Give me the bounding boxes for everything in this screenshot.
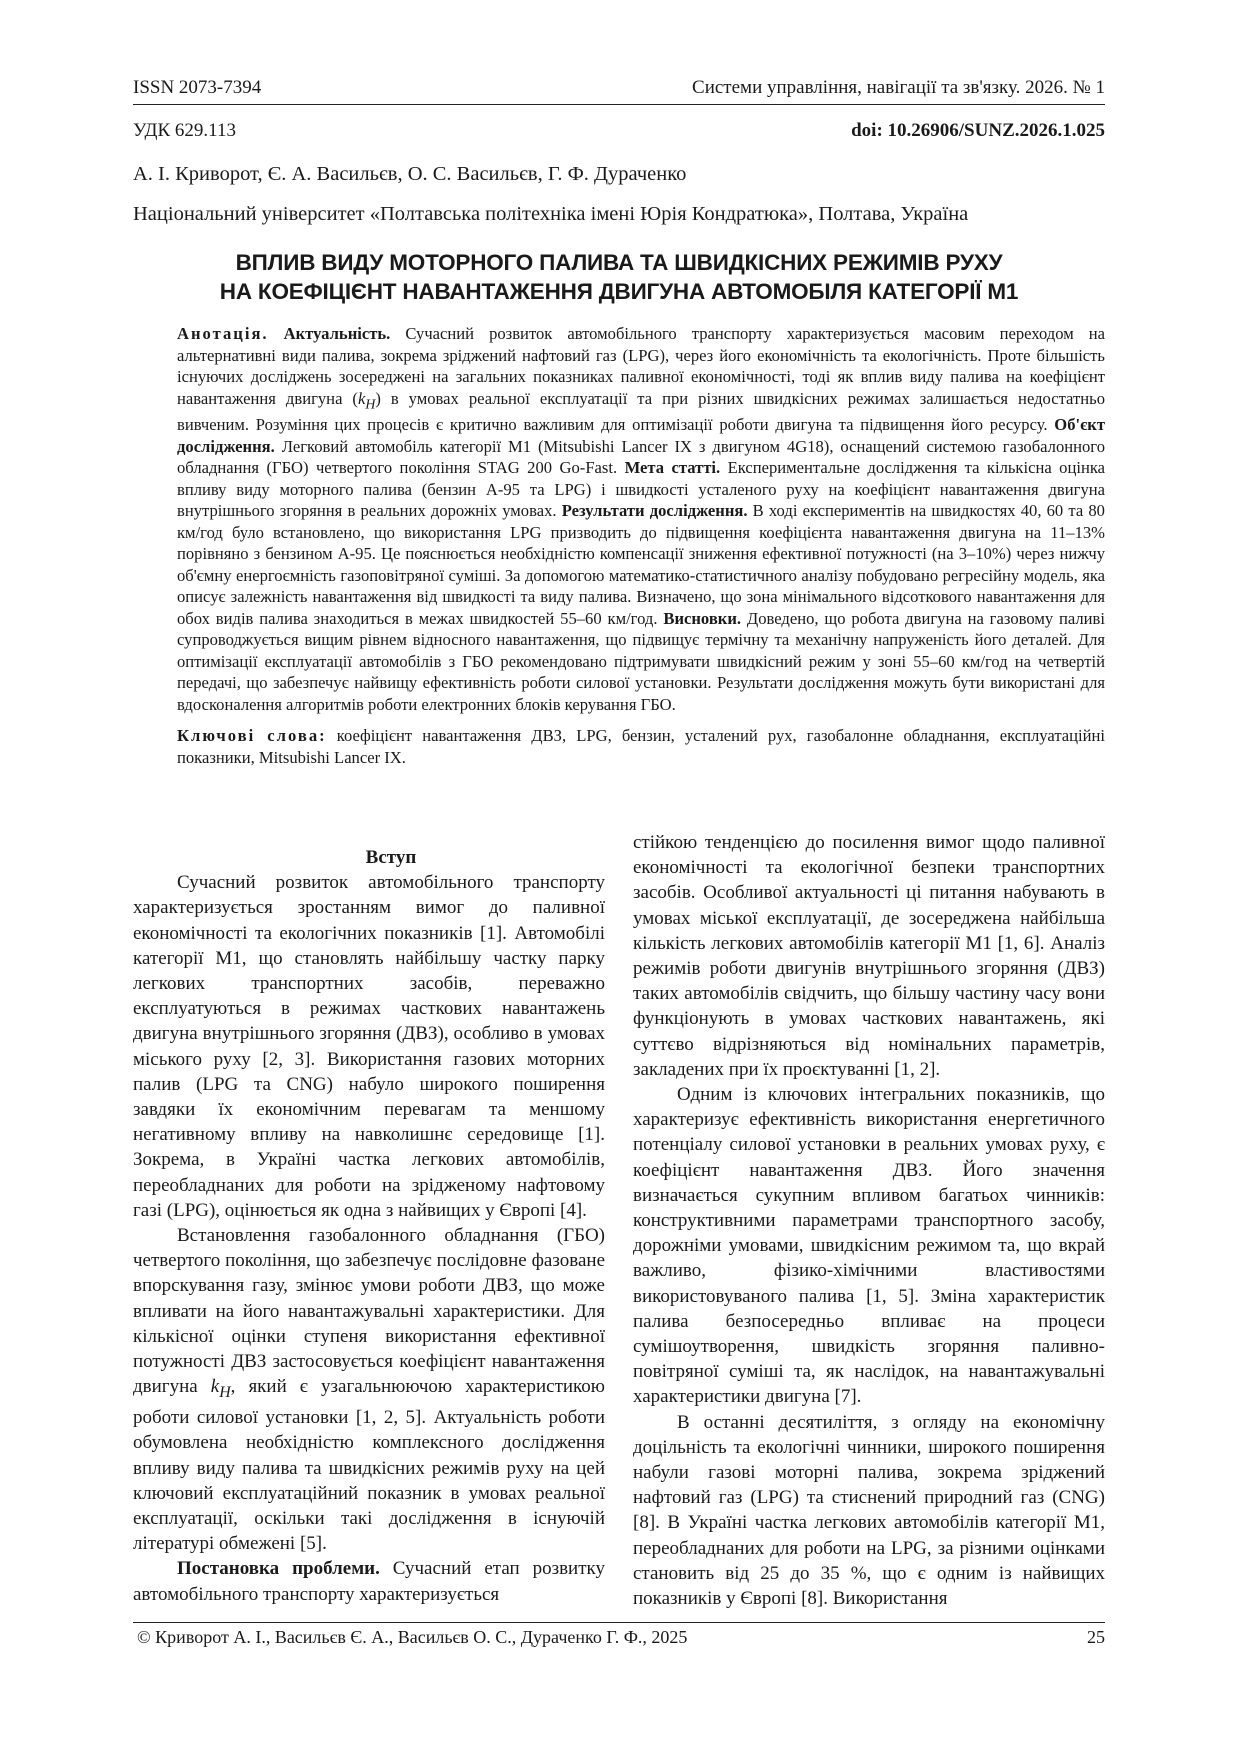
article-title	[133, 248, 1105, 306]
results-text: В ході експериментів на швидкостях 40, 60 та 80 км/год було встановлено, що використання LPG призводить до підвищення коефіцієнта навантаження двигуна на 11–13% порівняно з бензином А-95. Це пояснюється необхідністю компенсації зниження ефективної потужності (на 3–10%) через нижчу об'ємну енергоємність газоповітряної суміші. За допомогою математико-статистичного аналізу побудовано регресійну модель, яка описує залежність навантаження від швидкості та виду палива. Визначено, що зона мінімального відсоткового навантаження для обох видів палива знаходиться в межах швидкостей 55–60 км/год.	[177, 501, 1105, 628]
conclusions-text: Доведено, що робота двигуна на газовому паливі супроводжується вищим рівнем відносного навантаження, що підвищує термічну та механічну напруженість його деталей. Для оптимізації експлуатації автомобілів з ГБО рекомендовано підтримувати швидкісний режим у зоні 55–60 км/год на четвертій передачі, що забезпечує найвищу ефективність роботи силової установки. Результати дослідження можуть бути використані для вдосконалення алгоритмів роботи електронних блоків керування ГБО.	[177, 608, 1105, 714]
authors: А. І. Криворот, Є. А. Васильєв, О. С. Васильєв, Г. Ф. Дураченко	[133, 163, 687, 185]
article-page	[133, 0, 1105, 1754]
issn: ISSN 2073-7394	[133, 77, 262, 98]
intro-heading: Вступ	[365, 847, 417, 868]
conclusions-label: Висновки.	[663, 608, 742, 628]
kh-symbol: k	[357, 388, 366, 408]
problem-text: Сучасний етап розвитку автомобільного транспорту характеризується	[133, 1558, 605, 1605]
abstract-label: Анотація.	[177, 324, 269, 343]
kh-subscript: H	[365, 395, 376, 411]
title-line-2: НА КОЕФІЦІЄНТ НАВАНТАЖЕННЯ ДВИГУНА АВТОМОБІЛЯ КАТЕГОРІЇ М1	[219, 279, 1019, 304]
right-column	[633, 830, 1105, 1611]
goal-label: Мета статті.	[624, 458, 721, 478]
doi: doi: 10.26906/SUNZ.2026.1.025	[851, 120, 1105, 141]
article-meta	[133, 120, 1105, 146]
intro-paragraph-1: Сучасний розвиток автомобільного транспорту характеризується зростанням вимог до паливної економічності та екологічних показників [1]. Автомобілі категорії М1, що становлять найбільшу частку парку легкових транспортних засобів, переважно експлуатуються в режимах часткових навантажень двигуна внутрішнього згоряння (ДВЗ), особливо в умовах міського руху [2, 3]. Використання газових моторних палив (LPG та CNG) набуло широкого поширення завдяки їх економічним перевагам та меншому негативному впливу на навколишнє середовище [1]. Зокрема, в Україні частка легкових автомобілів, переобладнаних для роботи на зрідженому нафтовому газі (LPG), оцінюється як одна з найвищих у Європі [4].	[133, 872, 605, 1221]
keywords	[177, 725, 1105, 768]
copyright: © Криворот А. І., Васильєв Є. А., Васильєв О. С., Дураченко Г. Ф., 2025	[137, 1627, 688, 1647]
right-paragraph-3: В останні десятиліття, з огляду на економічну доцільність та екологічні чинники, широкого поширення набули газові моторні палива, зокрема зріджений нафтовий газ (LPG) та стиснений природний газ (CNG) [8]. В Україні частка легкових автомобілів категорії М1, переобладнаних для роботи на LPG, за різними оцінками становить від 25 до 35 %, що є одним із найвищих показників у Європі [8]. Використання	[633, 1411, 1105, 1610]
title-line-1: ВПЛИВ ВИДУ МОТОРНОГО ПАЛИВА ТА ШВИДКІСНИХ РЕЖИМІВ РУХУ	[235, 250, 1003, 275]
header-rule	[133, 104, 1105, 105]
left-column	[133, 845, 605, 1607]
relevance-label: Актуальність.	[283, 324, 391, 343]
running-header	[133, 77, 1105, 103]
kh-subscript-inline: H	[219, 1384, 231, 1402]
problem-label: Постановка проблеми.	[177, 1558, 380, 1580]
abstract-body	[177, 323, 1105, 715]
object-label: Об'єкт дослідження.	[177, 415, 1105, 456]
abstract	[177, 323, 1105, 768]
udc-code: УДК 629.113	[133, 120, 236, 141]
affiliation: Національний університет «Полтавська політехніка імені Юрія Кондратюка», Полтава, Україна	[133, 203, 969, 225]
keywords-text: коефіцієнт навантаження ДВЗ, LPG, бензин, усталений рух, газобалонне обладнання, експлуатаційні показники, Mitsubishi Lancer IX.	[177, 726, 1105, 767]
journal-title: Системи управління, навігації та зв'язку. 2026. № 1	[692, 77, 1105, 98]
right-paragraph-2: Одним із ключових інтегральних показників, що характеризує ефективність використання енергетичного потенціалу силової установки в реальних умовах руху, є коефіцієнт навантаження ДВЗ. Його значення визначається сукупним впливом багатьох чинників: конструктивними параметрами транспортного засобу, дорожніми умовами, швидкісним режимом та, що вкрай важливо, фізико-хімічними властивостями використовуваного палива [1, 5]. Зміна характеристик палива безпосередньо впливає на процеси сумішоутворення, швидкість згоряння паливно-повітряної суміші та, як наслідок, на навантажувальні характеристики двигуна [7].	[633, 1084, 1105, 1408]
page-footer	[133, 1627, 1105, 1651]
keywords-label: Ключові слова:	[177, 726, 327, 746]
object-text: Легковий автомобіль категорії М1 (Mitsubishi Lancer IX з двигуном 4G18), оснащений системою газобалонного обладнання (ГБО) четвертого покоління STAG 200 Go-Fast.	[177, 436, 1105, 478]
intro-p2-b: , який є узагальнюючою характеристикою роботи силової установки [1, 2, 5]. Актуальність роботи обумовлена необхідністю комплексного дослідження впливу виду палива та швидкісних режимів руху на цей ключовий експлуатаційний показник в умовах реальної експлуатації, оскільки такі дослідження в існуючій літературі обмежені [5].	[133, 1376, 606, 1555]
intro-p2-a: Встановлення газобалонного обладнання (ГБО) четвертого покоління, що забезпечує послідовне фазоване впорскування газу, змінює умови роботи ДВЗ, що може впливати на його навантажувальні характеристики. Для кількісної оцінки ступеня використання ефективної потужності ДВЗ застосовується коефіцієнт навантаження двигуна	[133, 1225, 605, 1398]
relevance-text-a: Сучасний розвиток автомобільного транспорту характеризується масовим переходом на альтернативні види палива, зокрема зріджений нафтовий газ (LPG), через його економічність та екологічність. Проте більшість існуючих досліджень зосереджені на загальних показниках паливної економічності, тоді як вплив виду палива на коефіцієнт навантаження двигуна (	[177, 324, 1106, 408]
kh-symbol-inline: k	[210, 1376, 220, 1398]
results-label: Результати дослідження.	[561, 501, 748, 521]
intro-paragraph-2	[133, 1223, 605, 1556]
intro-paragraph-3	[133, 1556, 605, 1606]
right-paragraph-1: стійкою тенденцією до посилення вимог щодо паливної економічності та екологічної безпеки транспортних засобів. Особливої актуальності ці питання набувають в умовах міської експлуатації, де зосереджена найбільша кількість легкових автомобілів категорії М1 [1, 6]. Аналіз режимів роботи двигунів внутрішнього згоряння (ДВЗ) таких автомобілів свідчить, що більшу частину часу вони функціонують в умовах часткових навантажень, які суттєво відрізняються від номінальних параметрів, закладених при їх проєктуванні [1, 2].	[633, 832, 1105, 1080]
footer-rule	[133, 1622, 1105, 1623]
relevance-text-b: ) в умовах реальної експлуатації та при різних швидкісних режимах залишається недостатньо вивченим. Розуміння цих процесів є критично важливим для оптимізації роботи двигуна та підвищення його ресурсу.	[177, 388, 1105, 435]
page-number: 25	[1087, 1627, 1105, 1647]
goal-text: Експериментальне дослідження та кількісна оцінка впливу виду моторного палива (бензин А-95 та LPG) і швидкості усталеного руху на коефіцієнт навантаження двигуна внутрішнього згоряння в реальних дорожніх умовах.	[177, 458, 1105, 521]
